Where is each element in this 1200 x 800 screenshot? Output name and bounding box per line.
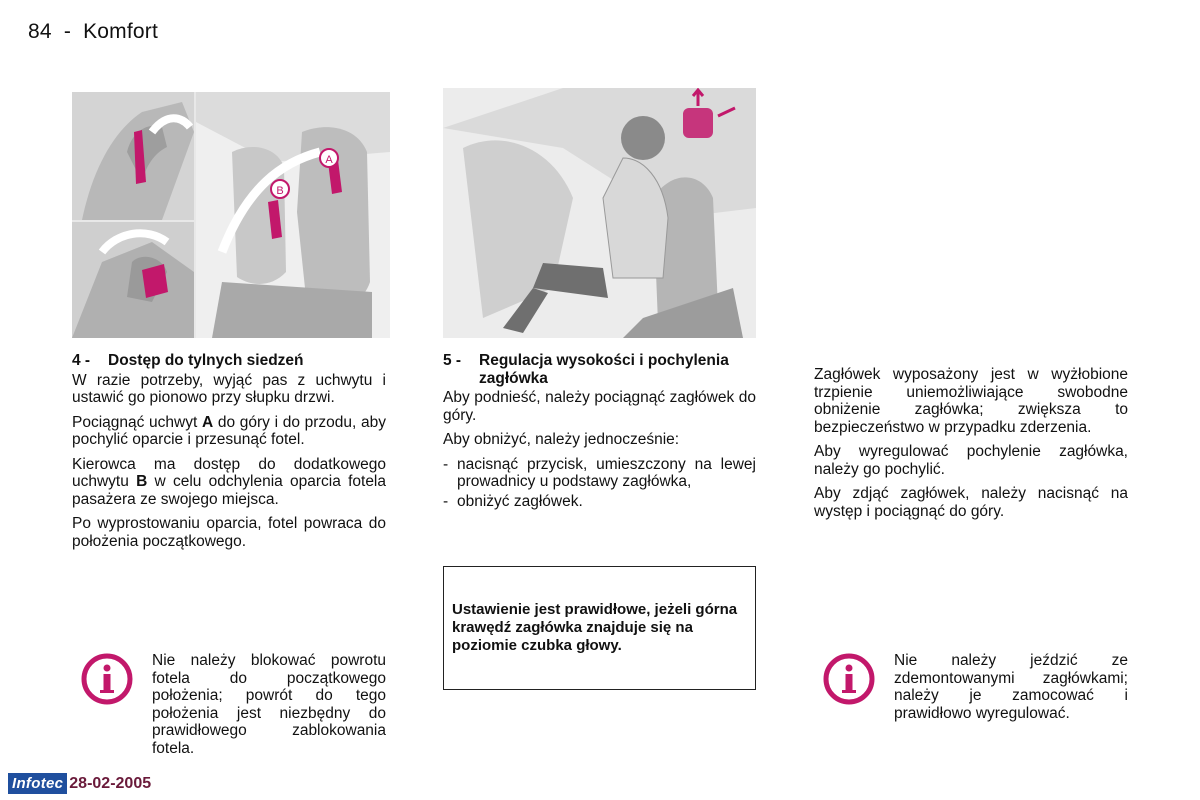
info-note-seat: Nie należy blokować powrotu fotela do początkowego położenia; powrót do tego położenia jest niezbędny do prawidłowego zablokowania fotela. [152, 652, 386, 757]
chapter-title: Komfort [83, 20, 158, 43]
section-4-p3 [72, 456, 386, 509]
section-4-p3-post: w celu odchylenia oparcia fotela pasażera ze swojego miejsca. [72, 473, 386, 508]
section-4-p4: Po wyprostowaniu oparcia, fotel powraca do położenia początkowego. [72, 515, 386, 550]
info-note-headrest: Nie należy jeździć ze zdemontowanymi zagłówkami; należy je zamocować i prawidłowo wyregulować. [894, 652, 1128, 722]
section-5-p2: Aby obniżyć, należy jednocześnie: [443, 431, 680, 448]
handle-b-ref: B [136, 473, 148, 490]
info-icon [822, 652, 876, 711]
headrest-note-text: Ustawienie jest prawidłowe, jeżeli górna krawędź zagłówka znajduje się na poziomie czubka głowy. [452, 601, 738, 654]
section-5-p1: Aby podnieść, należy pociągnąć zagłówek do góry. [443, 389, 756, 424]
footer-date: 28-02-2005 [69, 774, 152, 792]
section-4-p2-post: do góry i do przodu, aby pochylić oparcie i przesunąć fotel. [72, 413, 386, 448]
list-item: - nacisnąć przycisk, umieszczony na lewej prowadnicy u podstawy zagłówka, [443, 455, 756, 490]
section-5-number: 5 - [443, 352, 462, 369]
headrest-note-box [443, 566, 756, 690]
seat-access-illustration [72, 92, 390, 338]
header-separator: - [63, 20, 72, 43]
handle-a-ref: A [201, 413, 214, 431]
section-5-title [443, 352, 756, 387]
page-number: 84 [28, 20, 52, 43]
right-p1: Zagłówek wyposażony jest w wyżłobione trzpienie uniemożliwiające swobodne obniżenie zagłówka; zwiększa to bezpieczeństwo w przypadku zderzenia. [814, 366, 1128, 436]
section-4-heading: Dostęp do tylnych siedzeń [108, 352, 304, 369]
section-4-title [72, 352, 386, 370]
bullet-text: nacisnąć przycisk, umieszczony na lewej prowadnicy u podstawy zagłówka, [457, 455, 756, 490]
section-4-p2-pre: Pociągnąć uchwyt [72, 413, 202, 431]
section-4-p2 [72, 414, 386, 449]
section-4-p3-pre: Kierowca ma dostęp do dodatkowego uchwytu [72, 455, 386, 490]
section-4-number: 4 - [72, 352, 91, 369]
section-5 [443, 352, 756, 512]
bullet-text: obniżyć zagłówek. [457, 492, 583, 510]
section-5-heading: Regulacja wysokości i pochylenia zagłówka [479, 352, 729, 387]
page-header [28, 20, 158, 44]
right-p3: Aby zdjąć zagłówek, należy nacisnąć na występ i pociągnąć do góry. [814, 485, 1128, 520]
section-4 [72, 352, 386, 557]
footer [8, 773, 151, 794]
label-a: A [325, 154, 333, 166]
right-p2: Aby wyregulować pochylenie zagłówka, należy go pochylić. [814, 443, 1128, 478]
info-icon [80, 652, 134, 711]
headrest-illustration [443, 88, 756, 338]
list-item: - obniżyć zagłówek. [443, 492, 583, 510]
section-right [814, 366, 1128, 527]
section-5-bullets [443, 456, 756, 511]
section-4-p1: W razie potrzeby, wyjąć pas z uchwytu i ustawić go pionowo przy słupku drzwi. [72, 371, 386, 406]
label-b: B [276, 185, 284, 197]
infotec-logo: Infotec [8, 773, 67, 794]
